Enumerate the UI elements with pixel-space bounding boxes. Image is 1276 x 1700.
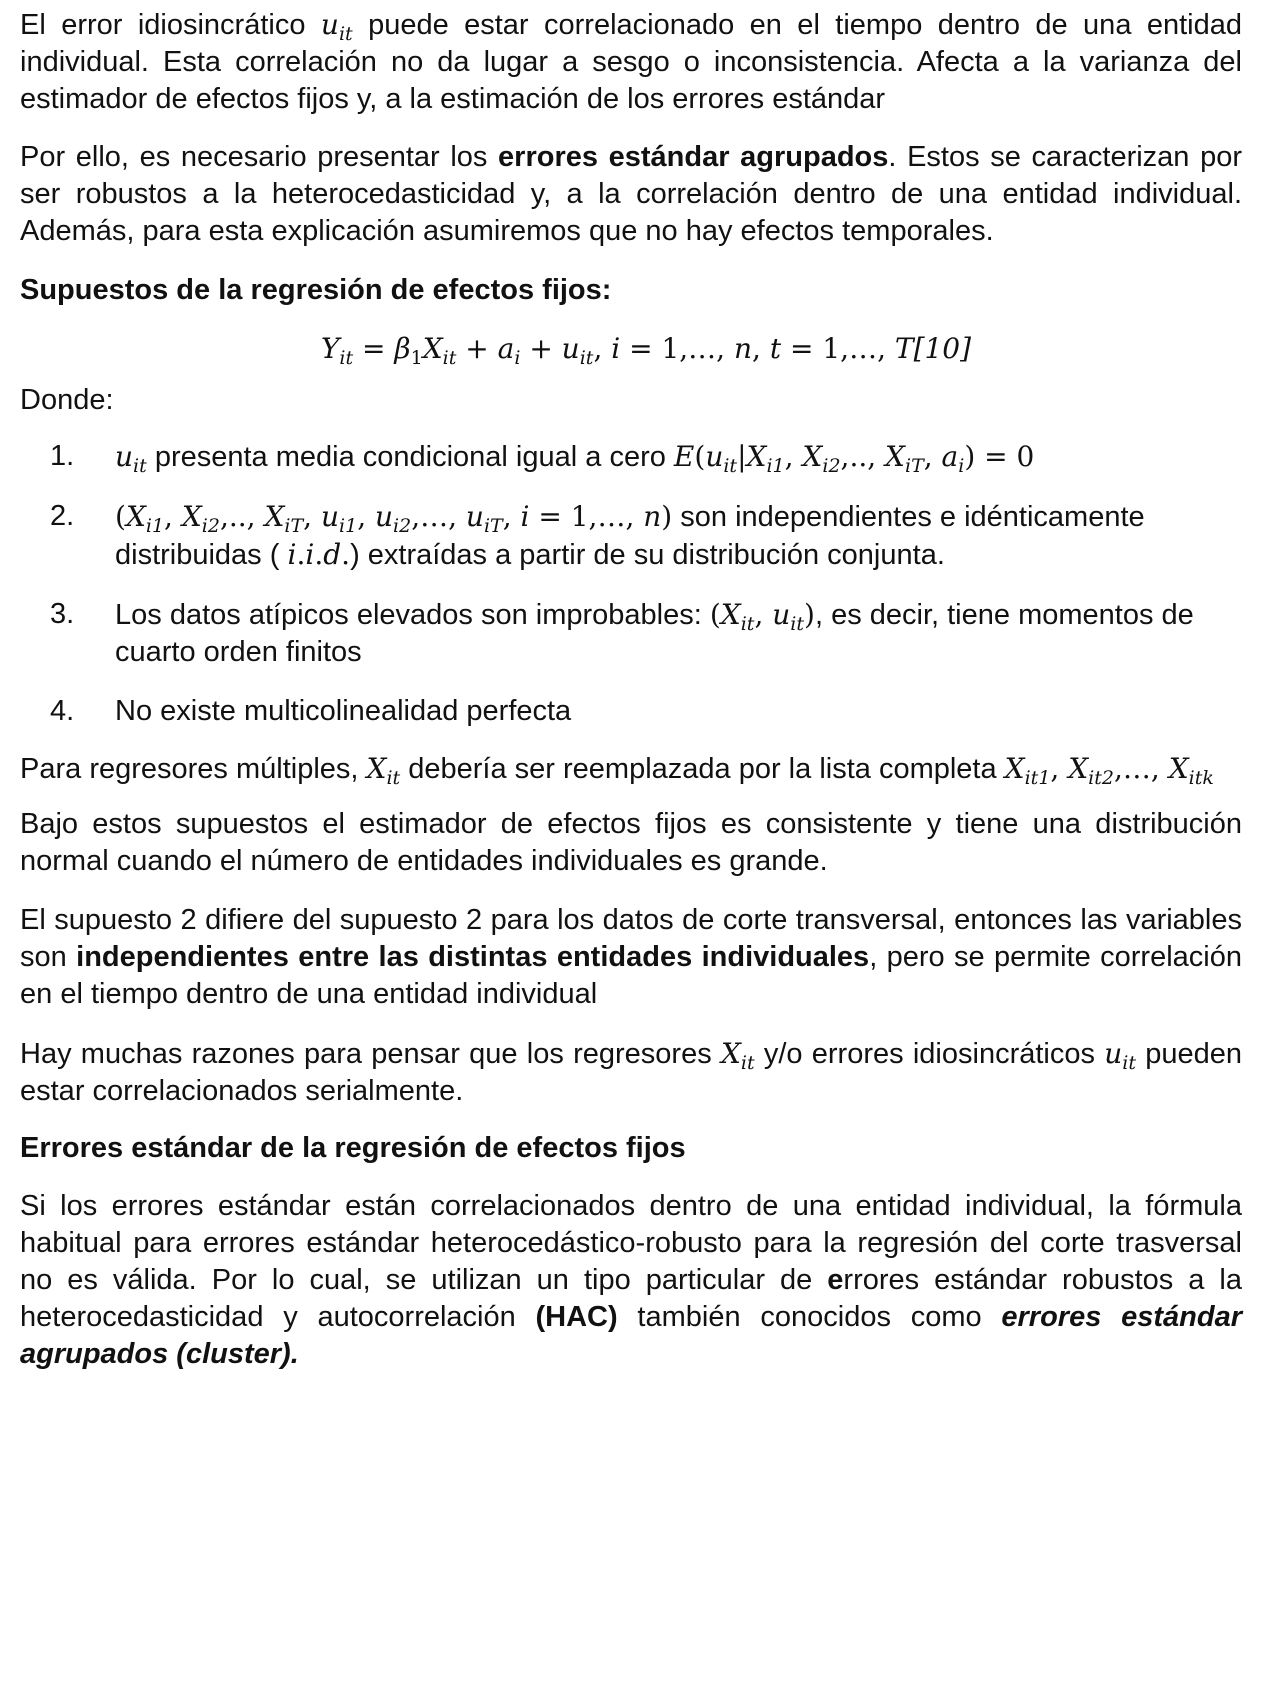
math-u-it: $u_{it}$ <box>320 8 353 45</box>
text-segment: puede estar correlacionado en el tiempo dentro de una entidad individual. Esta correlación no da lugar a sesgo o inconsistencia. Afecta a la varianza del estimador de efectos fijos y, a la estimación de los errores estándar <box>20 9 1242 115</box>
math-u-it: $u_{it}$ <box>115 440 147 477</box>
equation-reference: [10] <box>913 332 972 365</box>
text-segment: , pero se permite correlación en el tiempo dentro de una entidad individual <box>20 941 1242 1010</box>
list-item <box>20 438 1242 476</box>
text-segment: ) extraídas a partir de su distribución conjunta. <box>350 539 945 571</box>
bold-text: independientes entre las distintas entidades individuales <box>76 941 870 973</box>
math-conditional-mean: $E(u_{it}|X_{i1}$, $X_{i2}$,.., $X_{iT}$, $a_i) = 0$ <box>673 440 1035 477</box>
list-number: 3. <box>50 598 75 630</box>
list-number: 4. <box>50 695 75 727</box>
math-regressor-list: $X_{it1}$, $X_{it2},\dots$, $X_{itk}$ <box>1004 752 1214 789</box>
text-segment: presenta media condicional igual a cero <box>146 441 674 473</box>
math-x-it: $X_{it}$ <box>366 752 401 789</box>
text-segment: debería ser reemplazada por la lista completa <box>400 753 1005 785</box>
text-segment: El supuesto 2 difiere del supuesto 2 para los datos de corte transversal, entonces las variables son <box>20 904 1242 973</box>
text-segment: Por ello, es necesario presentar los <box>20 141 499 173</box>
text-segment: son independientes e idénticamente distribuidas ( <box>115 501 1145 571</box>
text-segment: Para regresores múltiples, <box>20 753 367 785</box>
math-x-it: $X_{it}$ <box>720 1037 755 1074</box>
text-segment: también conocidos como <box>617 1301 1002 1333</box>
text-segment: pueden estar correlacionados serialmente. <box>20 1038 1243 1107</box>
math-equation: $Y_{it} = \beta_1X_{it} + a_i + u_{it}$, i = 1,…, n, t = 1,…, T <box>320 332 914 369</box>
document-page <box>20 6 1242 1373</box>
math-iid: i.i.d. <box>287 538 351 571</box>
paragraph-multiple-regressors <box>20 750 1242 788</box>
text-segment: Si los errores estándar están correlacionados dentro de una entidad individual, la fórmula habitual para errores estándar heterocedástico-robusto para la regresión del corte trasversal no es válida. Por lo cual, se utilizan un tipo particular de <box>20 1190 1242 1296</box>
paragraph-consistency: Bajo estos supuestos el estimador de efectos fijos es consistente y tiene una distribución normal cuando el número de entidades individuales es grande. <box>20 808 1242 877</box>
list-item <box>20 693 1242 730</box>
assumptions-list <box>20 438 1242 730</box>
math-outlier-pair: ($X_{it}$, $u_{it}$) <box>709 598 815 635</box>
list-number: 1. <box>50 440 75 472</box>
paragraph-assumption-2 <box>20 902 1242 1013</box>
text-segment: Los datos atípicos elevados son improbables: <box>115 599 710 631</box>
paragraph-idiosyncratic-error <box>20 6 1242 118</box>
text-segment: Hay muchas razones para pensar que los regresores <box>20 1038 721 1070</box>
paragraph-hac-errors <box>20 1188 1242 1373</box>
bold-text: errores estándar agrupados <box>498 141 889 173</box>
list-number: 2. <box>50 500 75 532</box>
text-segment: y/o errores idiosincráticos <box>754 1038 1105 1070</box>
math-iid-vector: ($X_{i1}$, $X_{i2}$,.., $X_{iT}$, $u_{i1}$, $u_{i2},\dots$, $u_{iT}$, i = 1,…, n) <box>115 500 673 537</box>
paragraph-clustered-errors <box>20 139 1242 250</box>
paragraph-serial-correlation <box>20 1035 1242 1110</box>
list-item <box>20 596 1242 671</box>
donde-label: Donde: <box>20 384 114 416</box>
heading-fixed-effects-assumptions: Supuestos de la regresión de efectos fijos: <box>20 274 612 306</box>
heading-standard-errors: Errores estándar de la regresión de efectos fijos <box>20 1132 686 1164</box>
text-segment: rrores estándar robustos a la heterocedasticidad y autocorrelación <box>20 1264 1242 1333</box>
text-segment: . Estos se caracterizan por ser robustos a la heterocedasticidad y, a la correlación dentro de una entidad individual. Además, para esta explicación asumiremos que no hay efectos temporales. <box>20 141 1242 247</box>
text-segment: El error idiosincrático <box>20 9 321 41</box>
bold-text: e <box>827 1264 844 1296</box>
equation-fixed-effects-model <box>20 330 1242 368</box>
list-item <box>20 498 1242 574</box>
bold-italic-text: errores estándar agrupados (cluster). <box>20 1301 1242 1370</box>
bold-text: (HAC) <box>535 1301 618 1333</box>
text-segment: , es decir, tiene momentos de cuarto orden finitos <box>115 599 1194 668</box>
math-u-it: $u_{it}$ <box>1104 1037 1136 1074</box>
text-segment: No existe multicolinealidad perfecta <box>115 695 572 727</box>
